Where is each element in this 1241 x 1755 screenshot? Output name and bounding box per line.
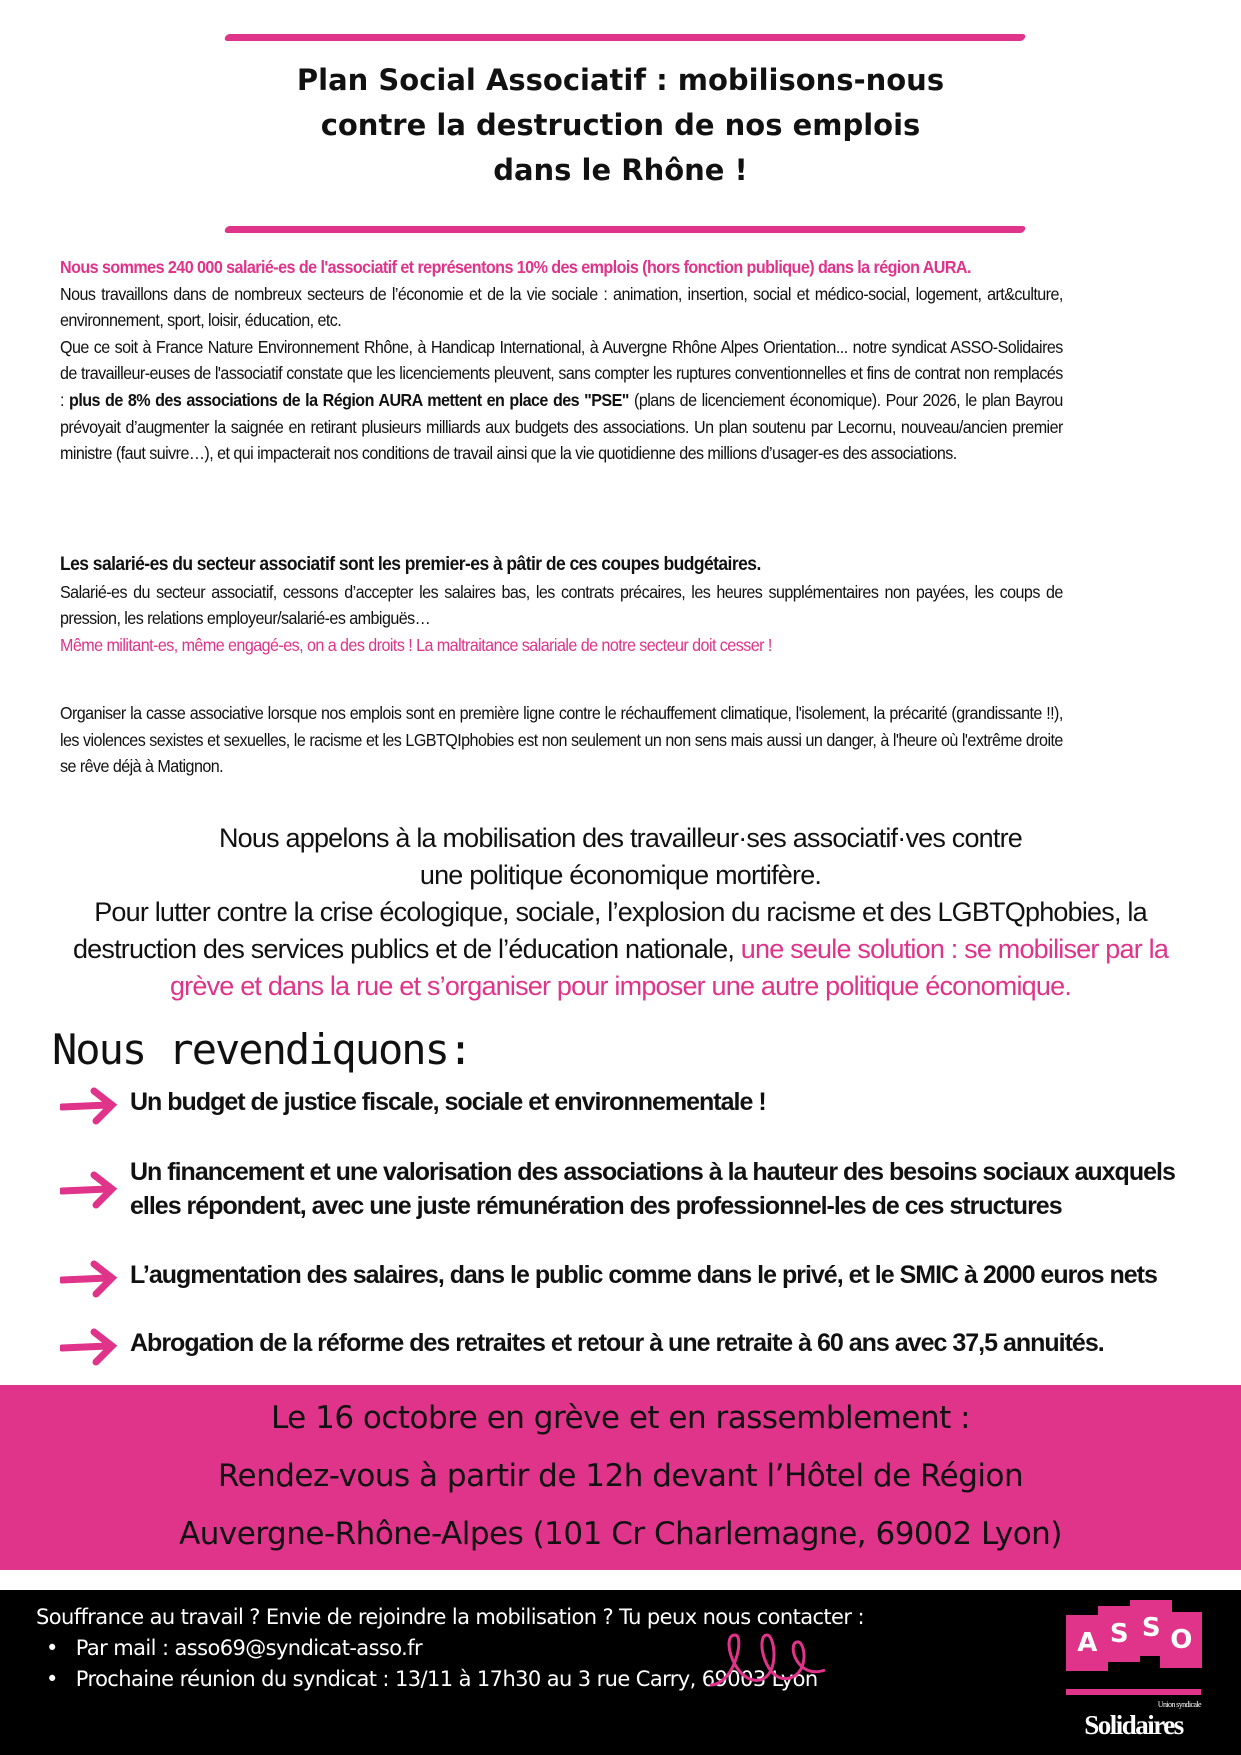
intro-paragraph: Nous travaillons dans de nombreux secteurs de l’économie et de la vie sociale : animation, insertion, social et médico-social, logement, art&culture, environnement, sport, loisir, éducation, etc. bbox=[60, 283, 1063, 331]
top-decorative-stroke bbox=[224, 34, 1027, 41]
section-3 bbox=[60, 700, 1063, 780]
title-line: dans le Rhône ! bbox=[493, 153, 748, 187]
demand-item bbox=[60, 1085, 766, 1125]
title-line: contre la destruction de nos emplois bbox=[320, 108, 921, 142]
footer-intro: Souffrance au travail ? Envie de rejoindre la mobilisation ? Tu peux nous contacter : bbox=[36, 1605, 864, 1629]
demand-text: Un budget de justice fiscale, sociale et environnementale ! bbox=[130, 1088, 766, 1116]
demand-text: L’augmentation des salaires, dans le public comme dans le privé, et le SMIC à 2000 euros nets bbox=[130, 1261, 1157, 1289]
section-text: Organiser la casse associative lorsque nos emplois sont en première ligne contre le réchauffement climatique, l'isolement, la précarité (grandissante !!), les violences sexistes et sexuelles, le racisme et les LGBTQIphobies est non seulement un non sens mais aussi un danger, à l'heure où l'extrême droite se rêve déjà à Matignon. bbox=[60, 703, 1063, 777]
demands-title: Nous revendiquons: bbox=[52, 1025, 472, 1074]
text: Pour lutter contre la crise écologique, sociale, l’explosion du racisme et des LGBTQphobies, la destruction des services publics et de l’éducation nationale, bbox=[72, 897, 1147, 964]
intro-paragraph-2 bbox=[60, 334, 1063, 467]
logo-union: Union syndicale bbox=[1157, 1700, 1201, 1709]
section-heading: Les salarié-es du secteur associatif sont les premier-es à pâtir de ces coupes budgétaires. bbox=[60, 554, 761, 575]
section-2 bbox=[60, 552, 1063, 658]
bold-text: plus de 8% des associations de la Région AURA mettent en place des "PSE" bbox=[69, 389, 629, 410]
intro-section bbox=[60, 254, 1063, 467]
contact-list bbox=[46, 1633, 1241, 1695]
highlight-text: une seule solution : se mobiliser par la grève et dans la rue et s’organiser pour imposer une autre politique économique. bbox=[169, 934, 1169, 1001]
asso-solidaires-logo bbox=[1066, 1600, 1201, 1739]
event-line: Auvergne-Rhône-Alpes (101 Cr Charlemagne, 69002 Lyon) bbox=[179, 1516, 1062, 1552]
arrow-right-icon bbox=[60, 1169, 118, 1209]
demand-item bbox=[60, 1155, 1210, 1223]
event-line: Rendez-vous à partir de 12h devant l’Hôtel de Région bbox=[217, 1458, 1024, 1494]
call-to-action bbox=[40, 820, 1201, 1005]
page-title bbox=[0, 58, 1241, 193]
bottom-decorative-stroke bbox=[224, 226, 1027, 233]
call-line-2 bbox=[40, 894, 1201, 1005]
call-line: Nous appelons à la mobilisation des travailleur·ses associatif·ves contre une politique économique mortifère. bbox=[218, 823, 1023, 890]
demand-item bbox=[60, 1326, 1104, 1366]
event-banner bbox=[0, 1385, 1241, 1570]
logo-name: Solidaires bbox=[1084, 1710, 1183, 1740]
logo-letter: A bbox=[1066, 1615, 1108, 1671]
logo-letter: S bbox=[1130, 1600, 1172, 1656]
section-highlight: Même militant-es, même engagé-es, on a des droits ! La maltraitance salariale de notre secteur doit cesser ! bbox=[60, 634, 772, 655]
demand-text: Un financement et une valorisation des associations à la hauteur des besoins sociaux auxquels elles répondent, avec une juste rémunération des professionnel-les de ces structures bbox=[130, 1158, 1175, 1220]
next-meeting: • Prochaine réunion du syndicat : 13/11 à 17h30 au 3 rue Carry, 69003 Lyon bbox=[46, 1664, 1241, 1695]
intro-highlight: Nous sommes 240 000 salarié-es de l'associatif et représentons 10% des emplois (hors fonction publique) dans la région AURA. bbox=[60, 257, 971, 277]
arrow-right-icon bbox=[60, 1085, 118, 1125]
section-text: Salarié-es du secteur associatif, cessons d’accepter les salaires bas, les contrats précaires, les heures supplémentaires non payées, les coups de pression, les relations employeur/salarié-es ambiguës… bbox=[60, 581, 1063, 629]
text: Que ce soit à France Nature Environnement Rhône, à Handicap International, à Auvergne Rhône Alpes Orientation... notre syndicat ASSO-Solidaires de travailleur-euses de l'associatif constate que les licenciements pleuvent, sans compter les ruptures conventionnelles et fins de contrat non remplacés : bbox=[60, 336, 1063, 410]
contact-footer bbox=[0, 1590, 1241, 1755]
arrow-right-icon bbox=[60, 1326, 118, 1366]
event-line: Le 16 octobre en grève et en rassemblement : bbox=[270, 1400, 971, 1436]
logo-letter: S bbox=[1098, 1606, 1140, 1662]
arrow-right-icon bbox=[60, 1258, 118, 1298]
logo-letter: O bbox=[1160, 1612, 1202, 1668]
loop-doodle-icon bbox=[705, 1630, 835, 1690]
demand-item bbox=[60, 1258, 1157, 1298]
contact-email[interactable]: • Par mail : asso69@syndicat-asso.fr bbox=[46, 1633, 1241, 1664]
text: (plans de licenciement économique). Pour 2026, le plan Bayrou prévoyait d’augmenter la saignée en retirant plusieurs milliards aux budgets des associations. Un plan soutenu par Lecornu, nouveau/ancien premier ministre (faut suivre…), et qui impacterait nos conditions de travail ainsi que la vie quotidienne des millions d’usager-es des associations. bbox=[60, 389, 1063, 464]
title-line: Plan Social Associatif : mobilisons-nous bbox=[296, 63, 945, 97]
demand-text: Abrogation de la réforme des retraites et retour à une retraite à 60 ans avec 37,5 annuités. bbox=[130, 1329, 1104, 1357]
